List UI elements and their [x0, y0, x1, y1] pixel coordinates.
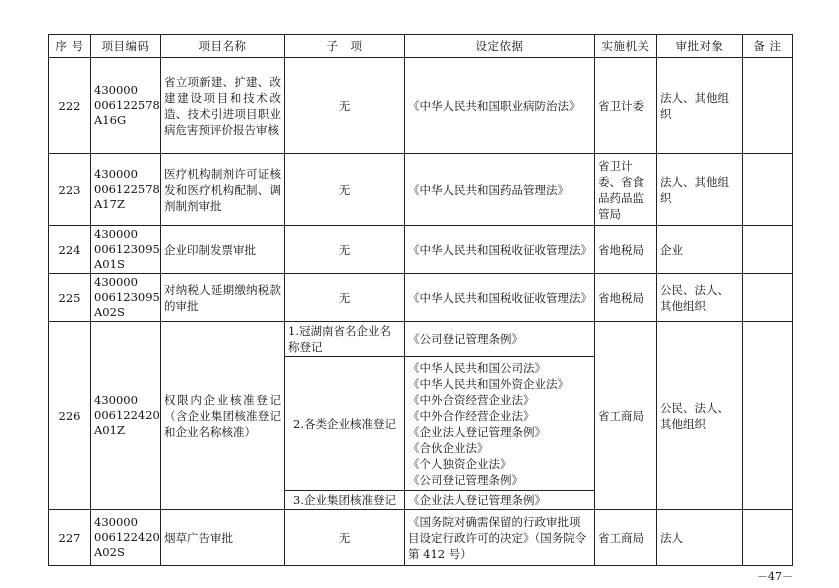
code-line: 006122578 — [94, 98, 160, 112]
row-agency: 省卫计委 — [595, 58, 657, 154]
table-row — [49, 274, 793, 322]
document-sheet — [48, 34, 792, 566]
row-remark — [743, 510, 793, 566]
table-row — [49, 154, 793, 226]
row-code — [91, 322, 161, 510]
row-agency: 省地税局 — [595, 274, 657, 322]
code-line: A02S — [94, 305, 125, 319]
row-basis: 《中华人民共和国税收征收管理法》 — [405, 274, 595, 322]
row-code — [91, 154, 161, 226]
row-code — [91, 58, 161, 154]
row-subitem: 3.企业集团核准登记 — [285, 491, 405, 510]
code-line: A16G — [94, 113, 127, 127]
row-name: 对纳税人延期缴纳税款的审批 — [161, 274, 285, 322]
basis-line: 《中外合作经营企业法》 — [408, 408, 535, 423]
row-sub: 无 — [285, 58, 405, 154]
row-seq: 222 — [49, 58, 91, 154]
row-subitem-basis — [405, 322, 595, 357]
basis-line: 《中华人民共和国外资企业法》 — [408, 376, 569, 391]
code-line: A17Z — [94, 197, 125, 211]
row-name: 省立项新建、扩建、改建建设项目和技术改造、技术引进项目职业病危害预评价报告审核 — [161, 58, 285, 154]
row-sub: 无 — [285, 226, 405, 274]
row-target: 公民、法人、其他组织 — [657, 274, 743, 322]
row-target: 公民、法人、其他组织 — [657, 322, 743, 510]
row-target: 法人、其他组织 — [657, 154, 743, 226]
table-row — [49, 510, 793, 566]
code-line: 430000 — [94, 227, 138, 241]
table-row — [49, 58, 793, 154]
basis-line: 《中华人民共和国公司法》 — [408, 360, 546, 375]
row-seq: 227 — [49, 510, 91, 566]
row-target: 法人 — [657, 510, 743, 566]
code-line: 430000 — [94, 167, 138, 181]
header-code: 项目编码 — [91, 35, 161, 58]
code-line: 430000 — [94, 275, 138, 289]
code-line: 006122578 — [94, 182, 160, 196]
code-line: 430000 — [94, 83, 138, 97]
row-seq: 226 — [49, 322, 91, 510]
row-sub: 无 — [285, 154, 405, 226]
row-remark — [743, 274, 793, 322]
code-line: A01S — [94, 257, 125, 271]
row-remark — [743, 226, 793, 274]
row-subitem-basis — [405, 357, 595, 491]
row-subitem-basis — [405, 491, 595, 510]
row-name: 医疗机构制剂许可证核发和医疗机构配制、调剂制剂审批 — [161, 154, 285, 226]
header-remark: 备 注 — [743, 35, 793, 58]
row-remark — [743, 58, 793, 154]
code-line: 006123095 — [94, 290, 160, 304]
page-number: －47－ — [757, 570, 793, 583]
code-line: A02S — [94, 545, 125, 559]
basis-line: 《公司登记管理条例》 — [408, 472, 523, 487]
row-agency: 省工商局 — [595, 510, 657, 566]
row-code — [91, 274, 161, 322]
row-code — [91, 510, 161, 566]
basis-line: 《企业法人登记管理条例》 — [408, 424, 546, 439]
code-line: 006122420 — [94, 530, 160, 544]
row-subitem: 1.冠湖南省名企业名称登记 — [285, 322, 405, 357]
row-remark — [743, 322, 793, 510]
code-line: 006122420 — [94, 408, 160, 422]
row-seq: 223 — [49, 154, 91, 226]
header-agency: 实施机关 — [595, 35, 657, 58]
row-seq: 225 — [49, 274, 91, 322]
basis-line: 《公司登记管理条例》 — [408, 332, 523, 346]
row-sub: 无 — [285, 510, 405, 566]
code-line: 430000 — [94, 393, 138, 407]
row-agency: 省工商局 — [595, 322, 657, 510]
table-row — [49, 322, 793, 357]
row-seq: 224 — [49, 226, 91, 274]
row-basis: 《国务院对确需保留的行政审批项目设定行政许可的决定》（国务院令第 412 号） — [405, 510, 595, 566]
header-target: 审批对象 — [657, 35, 743, 58]
row-basis: 《中华人民共和国税收征收管理法》 — [405, 226, 595, 274]
row-subitem: 2.各类企业核准登记 — [285, 357, 405, 491]
row-name: 权限内企业核准登记（含企业集团核准登记和企业名称核准） — [161, 322, 285, 510]
row-basis: 《中华人民共和国职业病防治法》 — [405, 58, 595, 154]
header-name: 项目名称 — [161, 35, 285, 58]
row-code — [91, 226, 161, 274]
table-row — [49, 226, 793, 274]
row-agency: 省地税局 — [595, 226, 657, 274]
row-target: 企业 — [657, 226, 743, 274]
basis-line: 《企业法人登记管理条例》 — [408, 493, 546, 507]
table-header-row — [49, 35, 793, 58]
header-sub: 子 项 — [285, 35, 405, 58]
basis-line: 《个人独资企业法》 — [408, 456, 512, 471]
row-remark — [743, 154, 793, 226]
header-basis: 设定依据 — [405, 35, 595, 58]
code-line: 006123095 — [94, 242, 160, 256]
row-name: 烟草广告审批 — [161, 510, 285, 566]
basis-line: 《中外合资经营企业法》 — [408, 392, 535, 407]
row-name: 企业印制发票审批 — [161, 226, 285, 274]
row-target: 法人、其他组织 — [657, 58, 743, 154]
row-basis: 《中华人民共和国药品管理法》 — [405, 154, 595, 226]
basis-line: 《合伙企业法》 — [408, 440, 489, 455]
header-seq: 序 号 — [49, 35, 91, 58]
approval-items-table — [48, 34, 793, 566]
code-line: 430000 — [94, 515, 138, 529]
code-line: A01Z — [94, 423, 125, 437]
row-agency: 省卫计委、省食品药品监管局 — [595, 154, 657, 226]
row-sub: 无 — [285, 274, 405, 322]
